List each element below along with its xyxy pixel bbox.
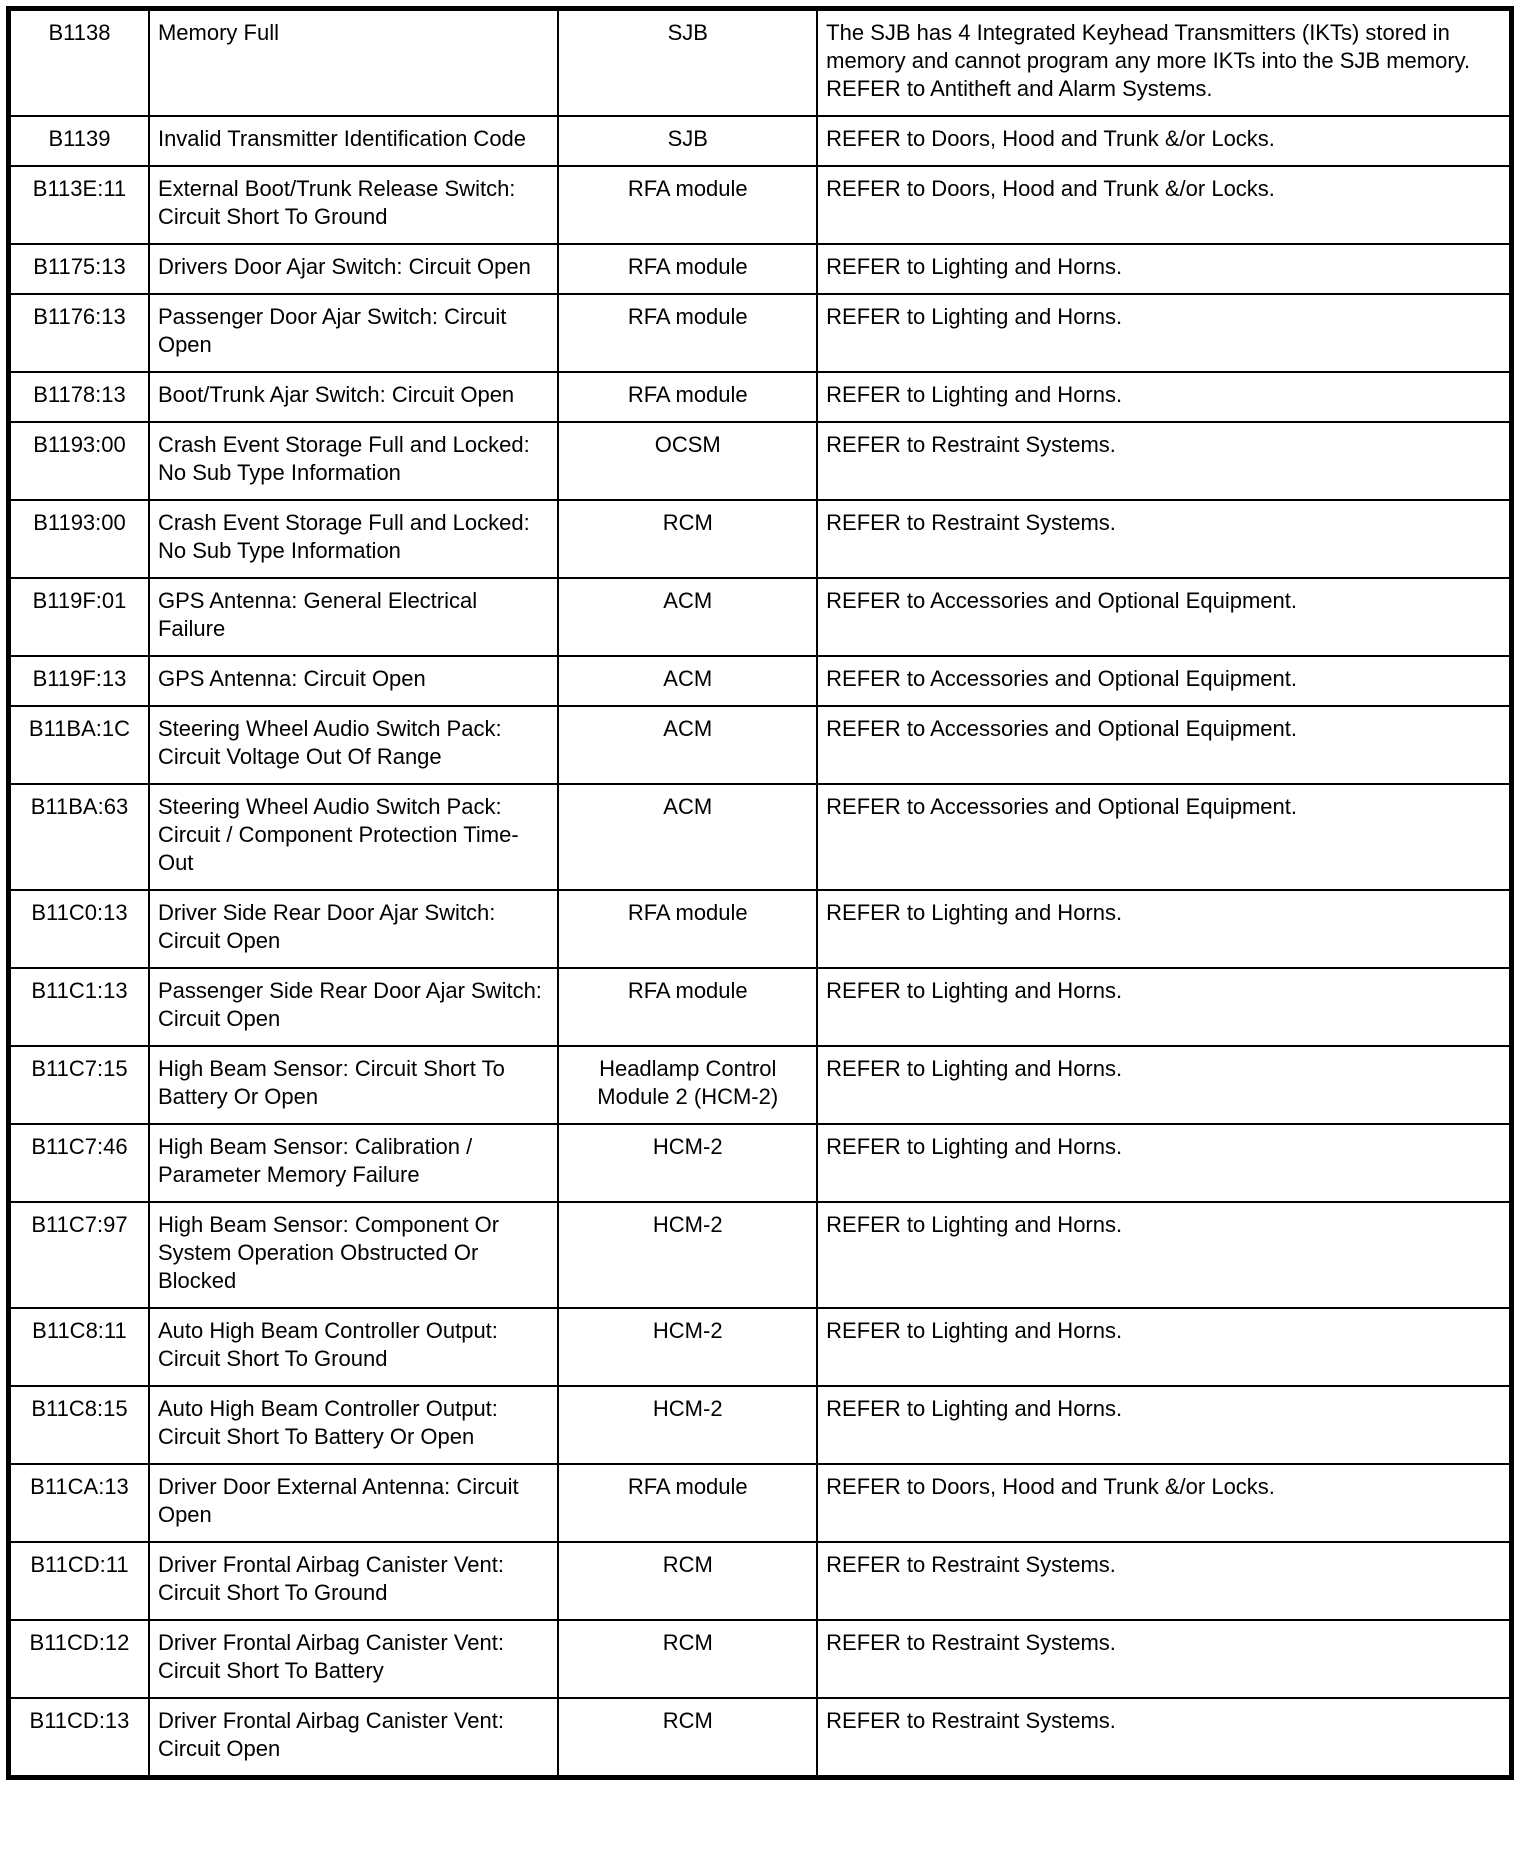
dtc-module-cell: ACM [558,784,817,890]
table-row [9,1620,1512,1698]
dtc-module-cell: ACM [558,706,817,784]
table-row [9,656,1512,706]
table-row [9,1202,1512,1308]
table-row [9,9,1512,117]
table-row [9,500,1512,578]
dtc-module-cell: Headlamp Control Module 2 (HCM-2) [558,1046,817,1124]
dtc-module-cell: HCM-2 [558,1386,817,1464]
dtc-module-cell: RFA module [558,244,817,294]
dtc-action-cell: REFER to Lighting and Horns. [817,372,1511,422]
dtc-action-cell: The SJB has 4 Integrated Keyhead Transmitters (IKTs) stored in memory and cannot program any more IKTs into the SJB memory. REFER to Antitheft and Alarm Systems. [817,9,1511,117]
dtc-code-cell: B1193:00 [9,422,149,500]
dtc-description-cell: Drivers Door Ajar Switch: Circuit Open [149,244,558,294]
dtc-description-cell: GPS Antenna: Circuit Open [149,656,558,706]
dtc-code-cell: B1139 [9,116,149,166]
dtc-action-cell: REFER to Lighting and Horns. [817,244,1511,294]
dtc-code-cell: B11C7:15 [9,1046,149,1124]
dtc-description-cell: Boot/Trunk Ajar Switch: Circuit Open [149,372,558,422]
dtc-action-cell: REFER to Lighting and Horns. [817,1386,1511,1464]
dtc-code-cell: B11BA:1C [9,706,149,784]
dtc-action-cell: REFER to Restraint Systems. [817,1620,1511,1698]
dtc-description-cell: Driver Frontal Airbag Canister Vent: Circuit Short To Ground [149,1542,558,1620]
dtc-code-cell: B11BA:63 [9,784,149,890]
dtc-code-cell: B11CD:12 [9,1620,149,1698]
dtc-table-body [9,9,1512,1778]
dtc-module-cell: HCM-2 [558,1202,817,1308]
dtc-action-cell: REFER to Lighting and Horns. [817,890,1511,968]
dtc-module-cell: RCM [558,1542,817,1620]
dtc-action-cell: REFER to Restraint Systems. [817,500,1511,578]
dtc-module-cell: HCM-2 [558,1124,817,1202]
dtc-action-cell: REFER to Accessories and Optional Equipment. [817,578,1511,656]
dtc-code-cell: B113E:11 [9,166,149,244]
dtc-module-cell: RFA module [558,294,817,372]
dtc-code-cell: B11C1:13 [9,968,149,1046]
dtc-action-cell: REFER to Doors, Hood and Trunk &/or Locks. [817,166,1511,244]
dtc-module-cell: RFA module [558,166,817,244]
table-row [9,1386,1512,1464]
dtc-action-cell: REFER to Lighting and Horns. [817,1046,1511,1124]
dtc-module-cell: RFA module [558,372,817,422]
dtc-description-cell: Invalid Transmitter Identification Code [149,116,558,166]
dtc-description-cell: Passenger Door Ajar Switch: Circuit Open [149,294,558,372]
table-row [9,968,1512,1046]
table-row [9,1464,1512,1542]
dtc-description-cell: Driver Side Rear Door Ajar Switch: Circuit Open [149,890,558,968]
dtc-action-cell: REFER to Lighting and Horns. [817,1124,1511,1202]
dtc-module-cell: RCM [558,500,817,578]
dtc-description-cell: Crash Event Storage Full and Locked: No Sub Type Information [149,500,558,578]
dtc-module-cell: RCM [558,1620,817,1698]
dtc-code-cell: B1176:13 [9,294,149,372]
manual-page [6,6,1514,1780]
dtc-description-cell: Driver Door External Antenna: Circuit Open [149,1464,558,1542]
dtc-module-cell: OCSM [558,422,817,500]
table-row [9,166,1512,244]
dtc-action-cell: REFER to Lighting and Horns. [817,1308,1511,1386]
dtc-action-cell: REFER to Restraint Systems. [817,422,1511,500]
table-row [9,116,1512,166]
dtc-module-cell: HCM-2 [558,1308,817,1386]
dtc-code-cell: B119F:13 [9,656,149,706]
table-row [9,706,1512,784]
table-row [9,244,1512,294]
dtc-description-cell: High Beam Sensor: Circuit Short To Battery Or Open [149,1046,558,1124]
table-row [9,1308,1512,1386]
table-row [9,372,1512,422]
dtc-description-cell: High Beam Sensor: Calibration / Parameter Memory Failure [149,1124,558,1202]
dtc-action-cell: REFER to Doors, Hood and Trunk &/or Locks. [817,116,1511,166]
dtc-module-cell: SJB [558,9,817,117]
dtc-action-cell: REFER to Lighting and Horns. [817,294,1511,372]
dtc-code-cell: B11C7:97 [9,1202,149,1308]
dtc-action-cell: REFER to Restraint Systems. [817,1542,1511,1620]
dtc-description-cell: Driver Frontal Airbag Canister Vent: Circuit Open [149,1698,558,1778]
dtc-code-cell: B119F:01 [9,578,149,656]
table-row [9,784,1512,890]
dtc-module-cell: RFA module [558,968,817,1046]
dtc-code-cell: B11C0:13 [9,890,149,968]
dtc-description-cell: Driver Frontal Airbag Canister Vent: Circuit Short To Battery [149,1620,558,1698]
dtc-description-cell: Memory Full [149,9,558,117]
dtc-description-cell: High Beam Sensor: Component Or System Operation Obstructed Or Blocked [149,1202,558,1308]
table-row [9,294,1512,372]
dtc-module-cell: RFA module [558,1464,817,1542]
table-row [9,1698,1512,1778]
dtc-code-cell: B11C8:15 [9,1386,149,1464]
dtc-code-cell: B11C8:11 [9,1308,149,1386]
dtc-action-cell: REFER to Lighting and Horns. [817,1202,1511,1308]
dtc-description-cell: GPS Antenna: General Electrical Failure [149,578,558,656]
dtc-description-cell: External Boot/Trunk Release Switch: Circuit Short To Ground [149,166,558,244]
dtc-code-cell: B11CD:11 [9,1542,149,1620]
dtc-description-cell: Auto High Beam Controller Output: Circuit Short To Ground [149,1308,558,1386]
dtc-code-cell: B1178:13 [9,372,149,422]
dtc-code-cell: B11CA:13 [9,1464,149,1542]
dtc-module-cell: ACM [558,578,817,656]
table-row [9,1124,1512,1202]
dtc-action-cell: REFER to Lighting and Horns. [817,968,1511,1046]
dtc-action-cell: REFER to Restraint Systems. [817,1698,1511,1778]
dtc-table [6,6,1514,1780]
dtc-description-cell: Passenger Side Rear Door Ajar Switch: Circuit Open [149,968,558,1046]
table-row [9,422,1512,500]
dtc-module-cell: ACM [558,656,817,706]
dtc-action-cell: REFER to Accessories and Optional Equipment. [817,784,1511,890]
table-row [9,890,1512,968]
dtc-module-cell: SJB [558,116,817,166]
table-row [9,1542,1512,1620]
dtc-description-cell: Crash Event Storage Full and Locked: No Sub Type Information [149,422,558,500]
dtc-code-cell: B1138 [9,9,149,117]
table-row [9,578,1512,656]
dtc-code-cell: B11CD:13 [9,1698,149,1778]
table-row [9,1046,1512,1124]
dtc-description-cell: Steering Wheel Audio Switch Pack: Circuit / Component Protection Time-Out [149,784,558,890]
dtc-action-cell: REFER to Doors, Hood and Trunk &/or Locks. [817,1464,1511,1542]
dtc-action-cell: REFER to Accessories and Optional Equipment. [817,656,1511,706]
dtc-code-cell: B1175:13 [9,244,149,294]
dtc-module-cell: RFA module [558,890,817,968]
dtc-description-cell: Steering Wheel Audio Switch Pack: Circuit Voltage Out Of Range [149,706,558,784]
dtc-code-cell: B1193:00 [9,500,149,578]
dtc-description-cell: Auto High Beam Controller Output: Circuit Short To Battery Or Open [149,1386,558,1464]
dtc-action-cell: REFER to Accessories and Optional Equipment. [817,706,1511,784]
dtc-code-cell: B11C7:46 [9,1124,149,1202]
dtc-module-cell: RCM [558,1698,817,1778]
